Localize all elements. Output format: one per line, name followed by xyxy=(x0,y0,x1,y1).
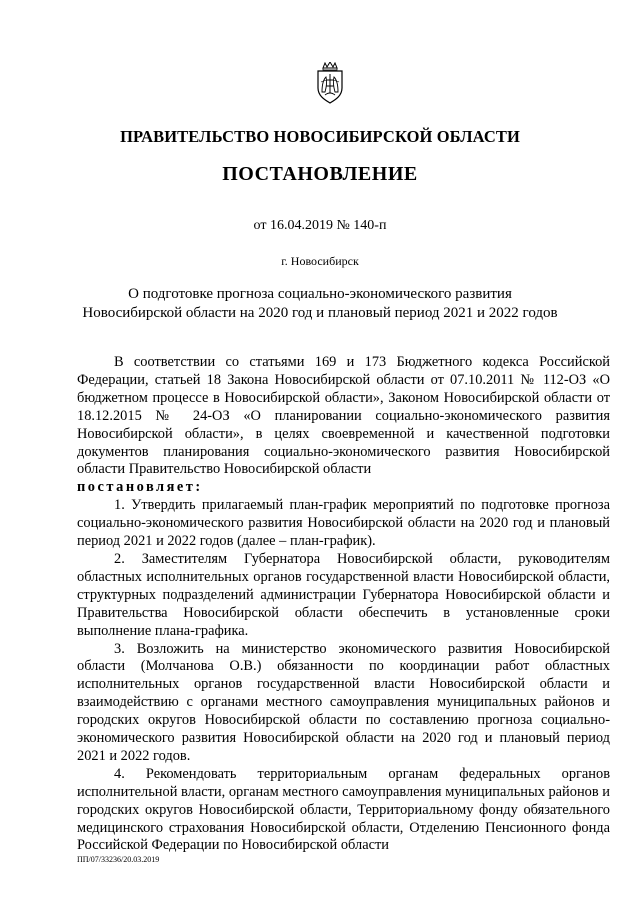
coat-of-arms-icon xyxy=(313,62,347,104)
document-body xyxy=(77,354,610,855)
document-type-title: ПОСТАНОВЛЕНИЕ xyxy=(222,163,418,185)
preamble-paragraph xyxy=(77,354,610,479)
subject-line: О подготовке прогноза социально-экономического развития xyxy=(128,286,512,302)
city-name: г. Новосибирск xyxy=(281,254,359,268)
item-paragraph-2: 2. Заместителям Губернатора Новосибирской области, руководителям областных исполнительных органов государственной власти Новосибирской области, структурных подразделений администрации Губернатора Новосибирской области и Правительства Новосибирской области обеспечить в установленные сроки выполнение плана-графика. xyxy=(77,550,610,639)
government-name: ПРАВИТЕЛЬСТВО НОВОСИБИРСКОЙ ОБЛАСТИ xyxy=(120,127,520,146)
resolution-paragraph xyxy=(77,479,610,497)
item-paragraph-1: 1. Утвердить прилагаемый план-график мероприятий по подготовке прогноза социально-экономического развития Новосибирской области на 2020 год и плановый период 2021 и 2022 годов (далее – план-график). xyxy=(77,497,610,550)
item-paragraph-4: 4. Рекомендовать территориальным органам федеральных органов исполнительной власти, органам местного самоуправления муниципальных районов и городских округов Новосибирской области, Территориальному фонду обязательного медицинского страхования Новосибирской области, Отделению Пенсионного фонда Российской Федерации по Новосибирской области xyxy=(77,765,610,854)
item-paragraph-3: 3. Возложить на министерство экономического развития Новосибирской области (Молчанова О.В.) обязанности по координации работ областных исполнительных органов государственной власти Новосибирской области и взаимодействию с органами местного самоуправления муниципальных районов и городских округов Новосибирской области по составлению прогноза социально-экономического развития Новосибирской области на 2020 год и плановый период 2021 и 2022 годов. xyxy=(77,640,610,764)
document-subject xyxy=(0,285,640,323)
date-and-number: от 16.04.2019 № 140-п xyxy=(253,218,387,233)
subject-line: Новосибирской области на 2020 год и плановый период 2021 и 2022 годов xyxy=(82,305,558,321)
preamble-text: В соответствии со статьями 169 и 173 Бюджетного кодекса Российской Федерации, статьей 18 Закона Новосибирской области от 07.10.2011 № 112-ОЗ «О бюджетном процессе в Новосибирской области», Законом Новосибирской области от 18.12.2015 № 24-ОЗ «О планировании социально-экономического развития Новосибирской области», в целях своевременной и качественной подготовки документов планирования социально-экономического развития Новосибирской области Правительство Новосибирской области xyxy=(77,354,610,478)
resolves-word: постановляет: xyxy=(77,479,203,496)
footer-code: ПП/07/33236/20.03.2019 xyxy=(77,855,160,864)
